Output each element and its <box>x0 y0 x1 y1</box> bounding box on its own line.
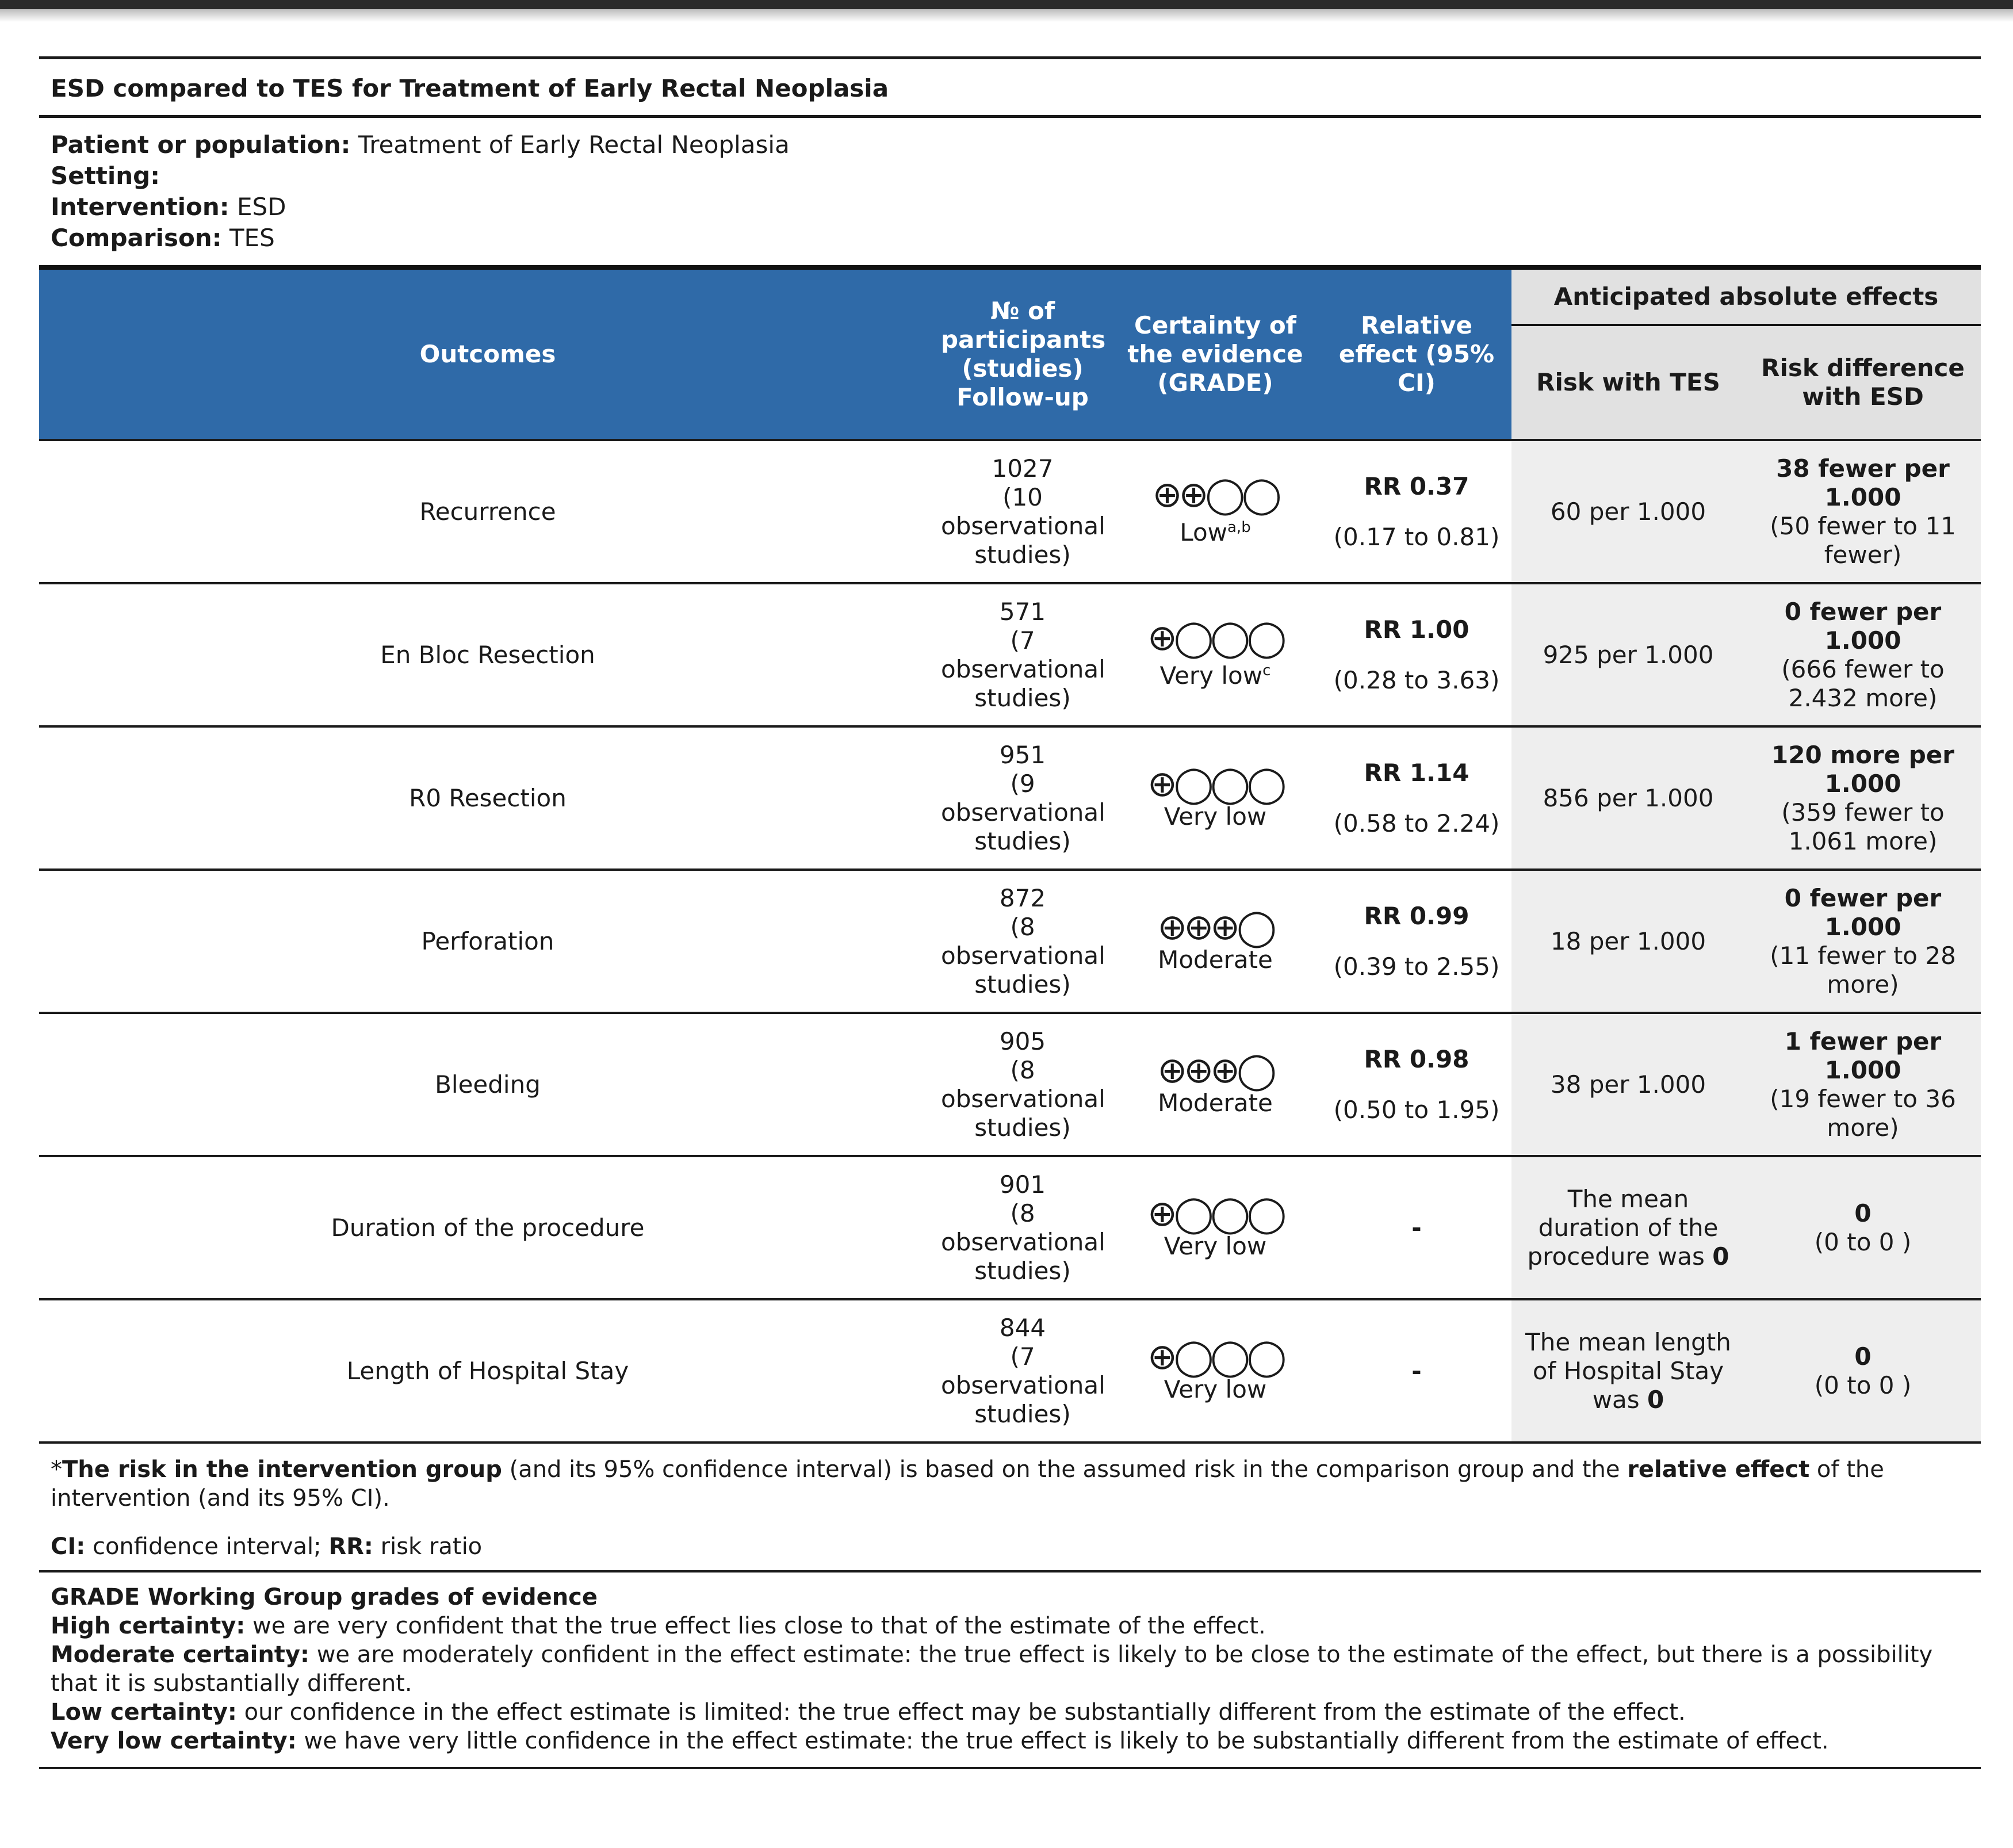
certainty-cell <box>1109 440 1322 583</box>
studies-count: (8 observational studies) <box>941 1055 1105 1142</box>
outcome-name: Length of Hospital Stay <box>39 1299 936 1443</box>
outcome-name: Perforation <box>39 870 936 1013</box>
risk-with-tes: 925 per 1.000 <box>1543 640 1714 669</box>
ci-label: CI: <box>51 1533 86 1560</box>
header-outcomes: Outcomes <box>39 267 936 440</box>
outcome-name: R0 Resection <box>39 726 936 870</box>
header-certainty: Certainty of the evidence (GRADE) <box>1109 267 1322 440</box>
risk-with-tes: The mean length of Hospital Stay was <box>1525 1327 1731 1414</box>
footnote-bold-1: The risk in the intervention group <box>62 1456 502 1483</box>
risk-difference-range: (0 to 0 ) <box>1814 1227 1912 1256</box>
certainty-label: Moderate <box>1158 1088 1273 1117</box>
certainty-circles-icon: ⊕⊕⊕◯ <box>1157 1049 1273 1091</box>
population-block <box>39 118 1981 265</box>
risk-difference-range: (19 fewer to 36 more) <box>1770 1084 1956 1142</box>
relative-effect-ci: (0.28 to 3.63) <box>1333 665 1500 694</box>
footnote-abbreviations <box>39 1513 1981 1572</box>
table-row <box>39 870 1981 1013</box>
patient-label: Patient or population: <box>51 131 351 159</box>
top-shadow <box>0 9 2013 22</box>
certainty-cell <box>1109 1156 1322 1299</box>
participants-cell <box>936 870 1109 1013</box>
table-row <box>39 440 1981 583</box>
grade-footnote-marker: a,b <box>1227 519 1251 536</box>
risk-difference-cell <box>1745 726 1981 870</box>
studies-count: (7 observational studies) <box>941 1342 1105 1428</box>
footnote-text-1: (and its 95% confidence interval) is based on the assumed risk in the comparison group and the <box>502 1456 1628 1483</box>
grade-moderate-label: Moderate certainty: <box>51 1642 309 1668</box>
risk-difference-value: 1 fewer per 1.000 <box>1784 1027 1942 1084</box>
risk-with-tes-cell <box>1511 870 1745 1013</box>
relative-effect-cell <box>1322 440 1511 583</box>
risk-with-tes-cell <box>1511 726 1745 870</box>
footnote-star: * <box>51 1456 62 1483</box>
risk-difference-value: 120 more per 1.000 <box>1771 740 1954 798</box>
relative-effect-value: RR 0.37 <box>1364 472 1469 500</box>
participants-cell <box>936 1299 1109 1443</box>
studies-count: (8 observational studies) <box>941 1199 1105 1285</box>
table-row <box>39 583 1981 726</box>
studies-count: (10 observational studies) <box>941 483 1105 569</box>
risk-with-tes-cell <box>1511 1299 1745 1443</box>
participants-count: 905 <box>999 1027 1046 1055</box>
risk-with-tes-cell <box>1511 583 1745 726</box>
grade-low-label: Low certainty: <box>51 1699 237 1725</box>
relative-effect-value: - <box>1411 1213 1422 1242</box>
summary-of-findings-table <box>39 265 1981 1444</box>
risk-with-tes: 856 per 1.000 <box>1543 783 1714 812</box>
ci-text: confidence interval; <box>85 1533 329 1560</box>
intervention-label: Intervention: <box>51 193 229 221</box>
certainty-label: Low <box>1180 518 1227 546</box>
grade-very-low-text: we have very little confidence in the effect estimate: the true effect is likely to be substantially different from the estimate of effect. <box>296 1728 1829 1754</box>
participants-cell <box>936 440 1109 583</box>
header-risk-difference: Risk difference with ESD <box>1745 325 1981 440</box>
participants-count: 571 <box>999 597 1046 626</box>
participants-cell <box>936 1013 1109 1156</box>
setting-label: Setting: <box>51 162 160 190</box>
grade-low <box>51 1698 1969 1727</box>
participants-count: 1027 <box>992 454 1054 483</box>
relative-effect-cell <box>1322 1156 1511 1299</box>
rr-text: risk ratio <box>373 1533 483 1560</box>
risk-difference-range: (11 fewer to 28 more) <box>1770 941 1956 998</box>
relative-effect-ci: (0.58 to 2.24) <box>1333 809 1500 837</box>
comparison-value: TES <box>229 224 275 252</box>
participants-count: 901 <box>999 1170 1046 1199</box>
relative-effect-ci: (0.17 to 0.81) <box>1333 522 1500 551</box>
studies-count: (8 observational studies) <box>941 912 1105 998</box>
outcome-name: En Bloc Resection <box>39 583 936 726</box>
participants-count: 872 <box>999 883 1046 912</box>
risk-difference-cell <box>1745 583 1981 726</box>
risk-difference-cell <box>1745 1013 1981 1156</box>
grade-high-text: we are very confident that the true effect lies close to that of the estimate of the effect. <box>245 1613 1266 1639</box>
risk-difference-value: 0 fewer per 1.000 <box>1784 883 1942 941</box>
relative-effect-ci: (0.39 to 2.55) <box>1333 952 1500 981</box>
grade-high <box>51 1612 1969 1640</box>
outcome-name: Bleeding <box>39 1013 936 1156</box>
certainty-cell <box>1109 1013 1322 1156</box>
risk-difference-cell <box>1745 1299 1981 1443</box>
risk-difference-value: 0 <box>1854 1342 1872 1371</box>
grade-footnote-marker: c <box>1262 662 1271 679</box>
participants-count: 844 <box>999 1313 1046 1342</box>
certainty-circles-icon: ⊕⊕◯◯ <box>1152 473 1279 515</box>
rr-label: RR: <box>328 1533 373 1560</box>
certainty-cell <box>1109 1299 1322 1443</box>
table-row <box>39 1013 1981 1156</box>
certainty-label: Very low <box>1164 1375 1267 1403</box>
risk-difference-value: 0 fewer per 1.000 <box>1784 597 1942 655</box>
footnote-bold-2: relative effect <box>1627 1456 1810 1483</box>
risk-with-tes: 60 per 1.000 <box>1550 497 1706 526</box>
risk-with-tes: The mean duration of the procedure was <box>1527 1184 1719 1271</box>
certainty-label: Very low <box>1159 661 1263 690</box>
table-row <box>39 726 1981 870</box>
grade-heading: GRADE Working Group grades of evidence <box>51 1584 598 1610</box>
risk-with-tes-cell <box>1511 1156 1745 1299</box>
certainty-circles-icon: ⊕◯◯◯ <box>1147 762 1284 805</box>
grade-very-low-label: Very low certainty: <box>51 1728 297 1754</box>
top-border-bar <box>0 0 2013 9</box>
patient-value: Treatment of Early Rectal Neoplasia <box>358 131 790 159</box>
certainty-label: Moderate <box>1158 945 1273 974</box>
certainty-cell <box>1109 583 1322 726</box>
patient-line <box>51 129 1969 160</box>
comparison-line <box>51 223 1969 254</box>
header-risk-with-tes: Risk with TES <box>1511 325 1745 440</box>
relative-effect-cell <box>1322 583 1511 726</box>
header-participants: № of participants (studies) Follow-up <box>936 267 1109 440</box>
certainty-circles-icon: ⊕◯◯◯ <box>1147 1192 1284 1234</box>
risk-difference-range: (666 fewer to 2.432 more) <box>1781 655 1945 712</box>
relative-effect-cell <box>1322 1299 1511 1443</box>
risk-with-tes: 18 per 1.000 <box>1550 927 1706 955</box>
grade-moderate <box>51 1640 1969 1698</box>
relative-effect-value: RR 1.00 <box>1364 615 1469 644</box>
intervention-value: ESD <box>236 193 286 221</box>
grade-definitions <box>39 1572 1981 1769</box>
footnote-risk <box>39 1444 1981 1513</box>
certainty-cell <box>1109 870 1322 1013</box>
header-anticipated-effects: Anticipated absolute effects <box>1511 267 1981 325</box>
relative-effect-cell <box>1322 870 1511 1013</box>
header-relative-effect: Relative effect (95% CI) <box>1322 267 1511 440</box>
participants-cell <box>936 726 1109 870</box>
risk-difference-value: 38 fewer per 1.000 <box>1776 454 1950 511</box>
grade-low-text: our confidence in the effect estimate is limited: the true effect may be substantially different from the estimate of the effect. <box>236 1699 1686 1725</box>
relative-effect-value: - <box>1411 1356 1422 1385</box>
intervention-line <box>51 192 1969 223</box>
relative-effect-ci: (0.50 to 1.95) <box>1333 1095 1500 1124</box>
comparison-label: Comparison: <box>51 224 222 252</box>
risk-value-bold: 0 <box>1647 1385 1664 1414</box>
table-body <box>39 440 1981 1443</box>
relative-effect-cell <box>1322 726 1511 870</box>
risk-with-tes-cell <box>1511 440 1745 583</box>
outcome-name: Recurrence <box>39 440 936 583</box>
summary-of-findings-page <box>39 56 1981 1769</box>
grade-very-low <box>51 1727 1969 1755</box>
risk-difference-cell <box>1745 440 1981 583</box>
certainty-circles-icon: ⊕⊕⊕◯ <box>1157 905 1273 948</box>
participants-cell <box>936 583 1109 726</box>
relative-effect-value: RR 0.99 <box>1364 901 1469 930</box>
risk-difference-range: (50 fewer to 11 fewer) <box>1770 511 1956 569</box>
setting-line <box>51 160 1969 192</box>
certainty-circles-icon: ⊕◯◯◯ <box>1147 617 1284 659</box>
risk-difference-cell <box>1745 1156 1981 1299</box>
studies-count: (9 observational studies) <box>941 769 1105 855</box>
certainty-label: Very low <box>1164 802 1267 831</box>
certainty-cell <box>1109 726 1322 870</box>
table-row <box>39 1156 1981 1299</box>
relative-effect-value: RR 0.98 <box>1364 1044 1469 1073</box>
certainty-circles-icon: ⊕◯◯◯ <box>1147 1335 1284 1378</box>
table-row <box>39 1299 1981 1443</box>
relative-effect-cell <box>1322 1013 1511 1156</box>
risk-difference-cell <box>1745 870 1981 1013</box>
participants-cell <box>936 1156 1109 1299</box>
outcome-name: Duration of the procedure <box>39 1156 936 1299</box>
footnote-text-2: of the intervention (and its 95% CI). <box>51 1456 1884 1512</box>
risk-difference-range: (0 to 0 ) <box>1814 1371 1912 1399</box>
studies-count: (7 observational studies) <box>941 626 1105 712</box>
relative-effect-value: RR 1.14 <box>1364 758 1469 787</box>
risk-with-tes-cell <box>1511 1013 1745 1156</box>
risk-difference-range: (359 fewer to 1.061 more) <box>1781 798 1945 855</box>
risk-difference-value: 0 <box>1854 1199 1872 1227</box>
grade-moderate-text: we are moderately confident in the effect estimate: the true effect is likely to be close to the estimate of the effect, but there is a possibility that it is substantially different. <box>51 1642 1933 1697</box>
table-title: ESD compared to TES for Treatment of Early Rectal Neoplasia <box>39 56 1981 118</box>
participants-count: 951 <box>999 740 1046 769</box>
risk-with-tes: 38 per 1.000 <box>1550 1070 1706 1099</box>
certainty-label: Very low <box>1164 1231 1267 1260</box>
grade-high-label: High certainty: <box>51 1613 246 1639</box>
risk-value-bold: 0 <box>1712 1242 1729 1271</box>
